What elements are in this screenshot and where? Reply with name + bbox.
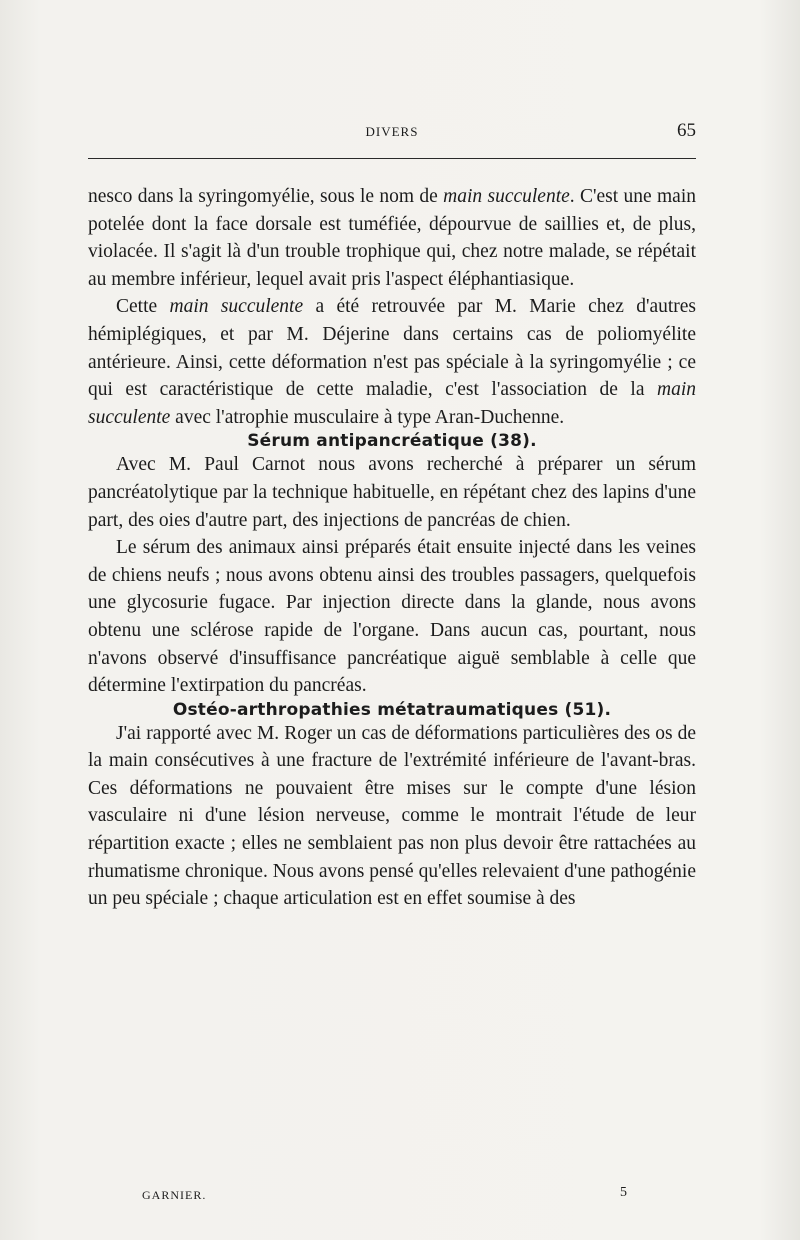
page-number: 65 [677, 120, 696, 141]
running-head [88, 120, 696, 144]
section-heading-osteo-arthropathies: Ostéo-arthropathies métatraumatiques (51). [172, 699, 612, 720]
header-rule [88, 158, 696, 159]
text-run: Cette [116, 296, 170, 318]
paragraph-serum-preparation: Avec M. Paul Carnot nous avons recherché à préparer un sérum pancréatolytique par la technique habituelle, en répétant chez des lapins d'une part, des oies d'autre part, des injections de pancréas de chien. [88, 454, 696, 531]
text-run: avec l'atrophie musculaire à type Aran-Duchenne. [170, 406, 565, 428]
italic-term: main succulente [88, 379, 696, 428]
italic-term: main succulente [443, 186, 570, 207]
running-title: DIVERS [365, 124, 419, 139]
paragraph-main-succulente-marie [88, 293, 696, 431]
paragraph-main-succulente-intro [88, 183, 696, 293]
italic-term: main succulente [169, 296, 304, 318]
text-block [88, 183, 696, 913]
text-run: nesco dans la syringomyélie, sous le nom de [88, 186, 444, 207]
text-run: a été retrouvée par M. Marie chez d'autres hémiplégiques, et par M. Déjerine dans certains cas de poliomyélite antérieure. Ainsi, cette déformation n'est pas spéciale à la syringomyélie ; ce qui est caractéristique de cette maladie, c'est l'association de la [88, 296, 697, 401]
sheet-number: 5 [620, 1185, 627, 1200]
paragraph-osteo-arthropathies: J'ai rapporté avec M. Roger un cas de déformations particulières des os de la main consécutives à une fracture de l'extrémité inférieure de l'avant-bras. Ces déformations ne pouvaient être mises sur le compte d'une lésion vasculaire ni d'une lésion nerveuse, comme le montrait l'étude de leur répartition exacte ; elles ne semblaient pas non plus devoir être rattachées au rhumatisme chronique. Nous avons pensé qu'elles relevaient d'une pathogénie un peu spéciale ; chaque articulation est en effet soumise à des [88, 722, 696, 910]
section-heading-serum: Sérum antipancréatique (38). [247, 431, 537, 452]
printer-signature: GARNIER. [142, 1188, 207, 1202]
text-run: . C'est une main potelée dont la face dorsale est tuméfiée, dépourvue de saillies et, de plus, violacée. Il s'agit là d'un trouble trophique qui, chez notre malade, se répétait au membre inférieur, lequel avait pris l'aspect éléphantiasique. [88, 186, 697, 290]
paragraph-serum-results: Le sérum des animaux ainsi préparés était ensuite injecté dans les veines de chiens neufs ; nous avons obtenu ainsi des troubles passagers, quelquefois une glycosurie fugace. Par injection directe dans la glande, nous avons obtenu une sclérose rapide de l'organe. Dans aucun cas, pourtant, nous n'avons observé d'insuffisance pancréatique aiguë semblable à celle que détermine l'extirpation du pancréas. [88, 537, 696, 697]
